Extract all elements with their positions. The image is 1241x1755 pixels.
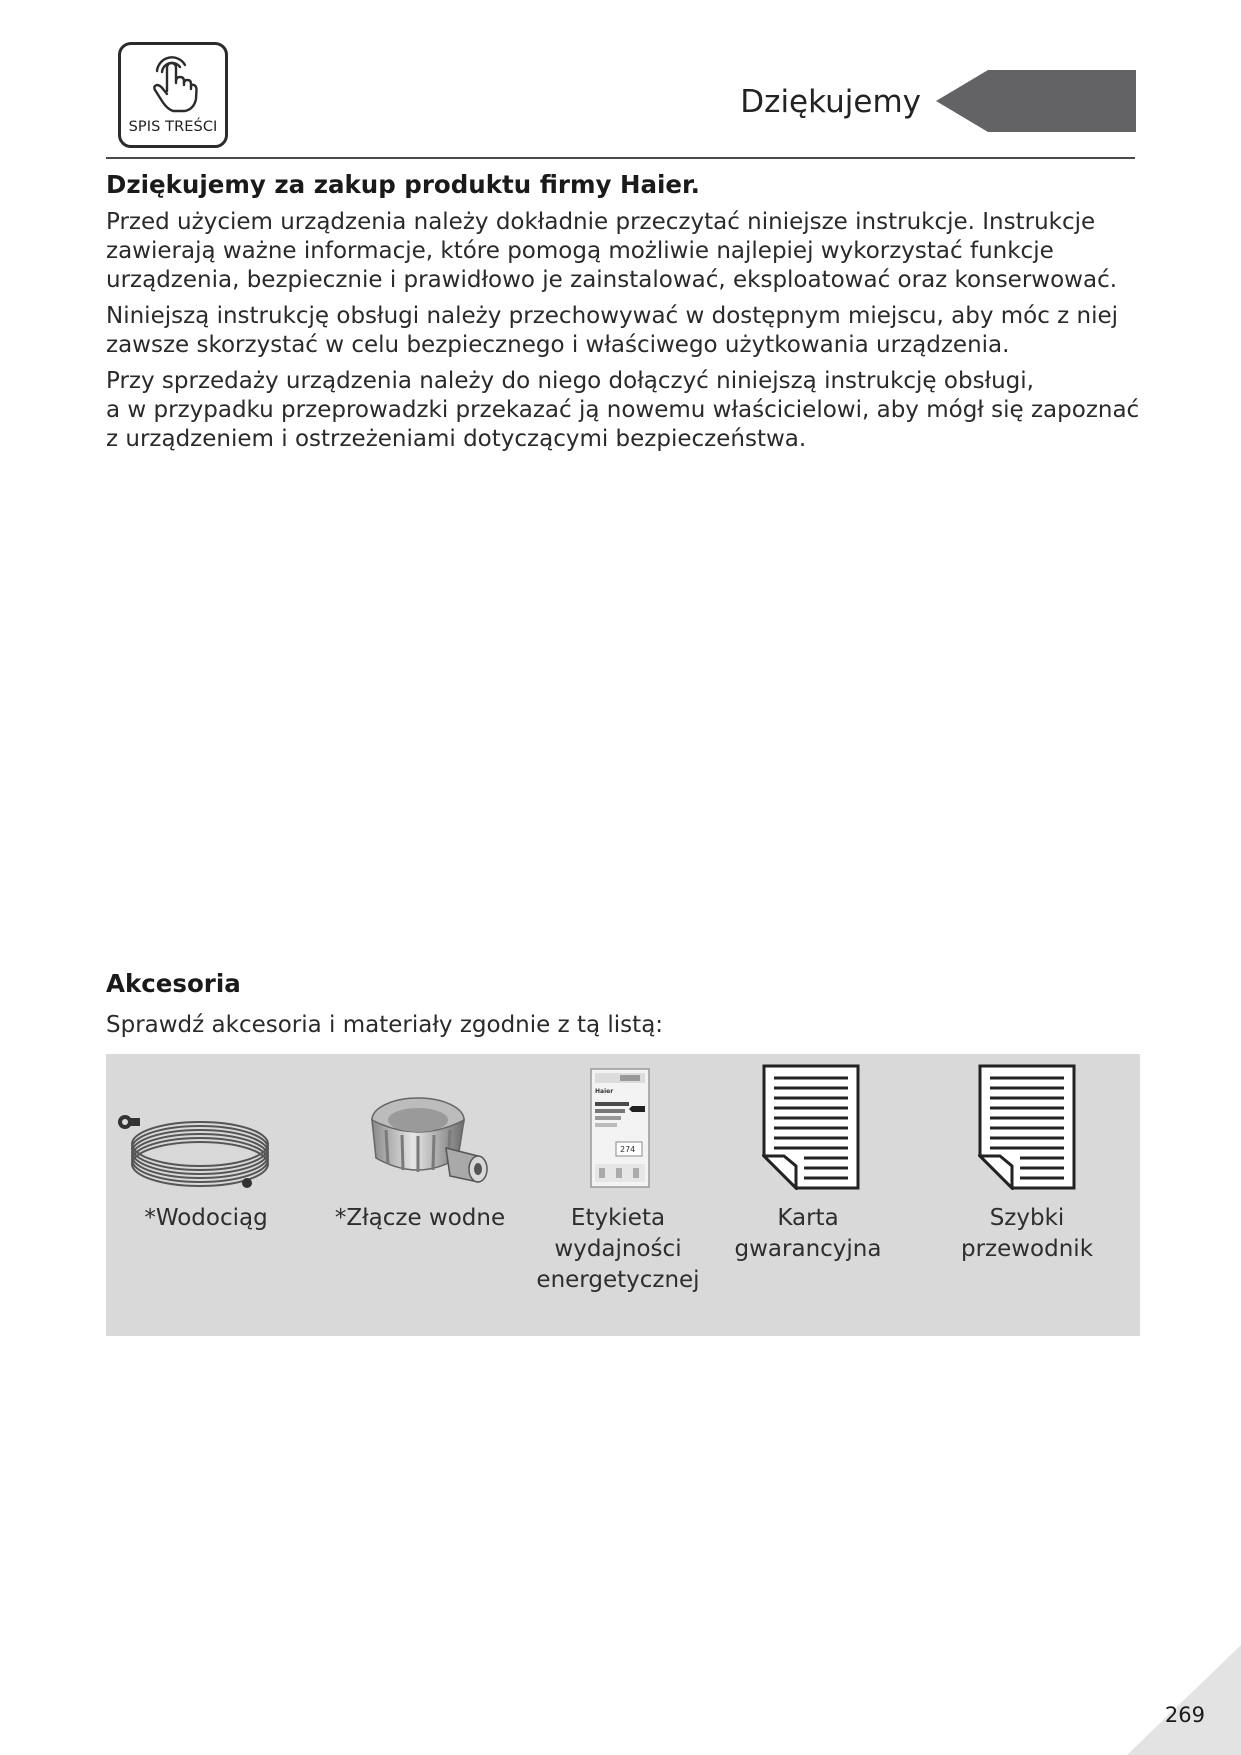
touch-hand-icon bbox=[148, 51, 198, 113]
accessories-intro: Sprawdź akcesoria i materiały zgodnie z tą listą: bbox=[106, 1012, 664, 1038]
accessories-heading: Akcesoria bbox=[106, 969, 241, 998]
accessory-label: Szybki przewodnik bbox=[960, 1205, 1094, 1262]
intro-paragraph: Przy sprzedaży urządzenia należy do niego dołączyć niniejszą instrukcję obsługi, a w przypadku przeprowadzki przekazać ją nowemu właścicielowi, aby mógł się zapoznać z urządzeniem i ostrzeżeniami dotyczącymi bezpieczeństwa. bbox=[106, 368, 1140, 452]
water-pipe-coil-icon bbox=[110, 1094, 280, 1194]
accessory-label: *Wodociąg bbox=[144, 1205, 268, 1231]
energy-label-value: 274 bbox=[620, 1145, 636, 1154]
page-number: 269 bbox=[1164, 1703, 1205, 1727]
section-title: Dziękujemy bbox=[740, 84, 921, 120]
section-tab-marker bbox=[936, 70, 1136, 132]
intro-paragraph: Niniejszą instrukcję obsługi należy przechowywać w dostępnym miejscu, aby móc z niej zawsze skorzystać w celu bezpiecznego i właściwego użytkowania urządzenia. bbox=[106, 303, 1119, 358]
toc-button[interactable] bbox=[118, 42, 228, 148]
page-corner-decoration bbox=[1127, 1645, 1241, 1755]
energy-label-brand: Haier bbox=[595, 1088, 614, 1095]
accessories-panel bbox=[106, 1054, 1140, 1336]
accessory-label: Karta gwarancyjna bbox=[734, 1205, 882, 1262]
accessory-label: *Złącze wodne bbox=[334, 1205, 506, 1231]
water-connector-icon bbox=[366, 1078, 496, 1198]
header-divider bbox=[106, 157, 1135, 159]
warranty-card-icon bbox=[762, 1064, 862, 1190]
intro-heading: Dziękujemy za zakup produktu firmy Haier. bbox=[106, 170, 700, 199]
toc-label: SPIS TREŚCI bbox=[128, 119, 218, 135]
accessory-label: Etykieta wydajności energetycznej bbox=[536, 1205, 700, 1293]
intro-body bbox=[106, 208, 1146, 461]
quick-guide-icon bbox=[978, 1064, 1078, 1190]
intro-paragraph: Przed użyciem urządzenia należy dokładnie przeczytać niniejsze instrukcje. Instrukcje zawierają ważne informacje, które pomogą możliwie najlepiej wykorzystać funkcje urządzenia, bezpiecznie i prawidłowo je zainstalować, eksploatować oraz konserwować. bbox=[106, 209, 1118, 293]
energy-label-icon bbox=[590, 1068, 650, 1188]
